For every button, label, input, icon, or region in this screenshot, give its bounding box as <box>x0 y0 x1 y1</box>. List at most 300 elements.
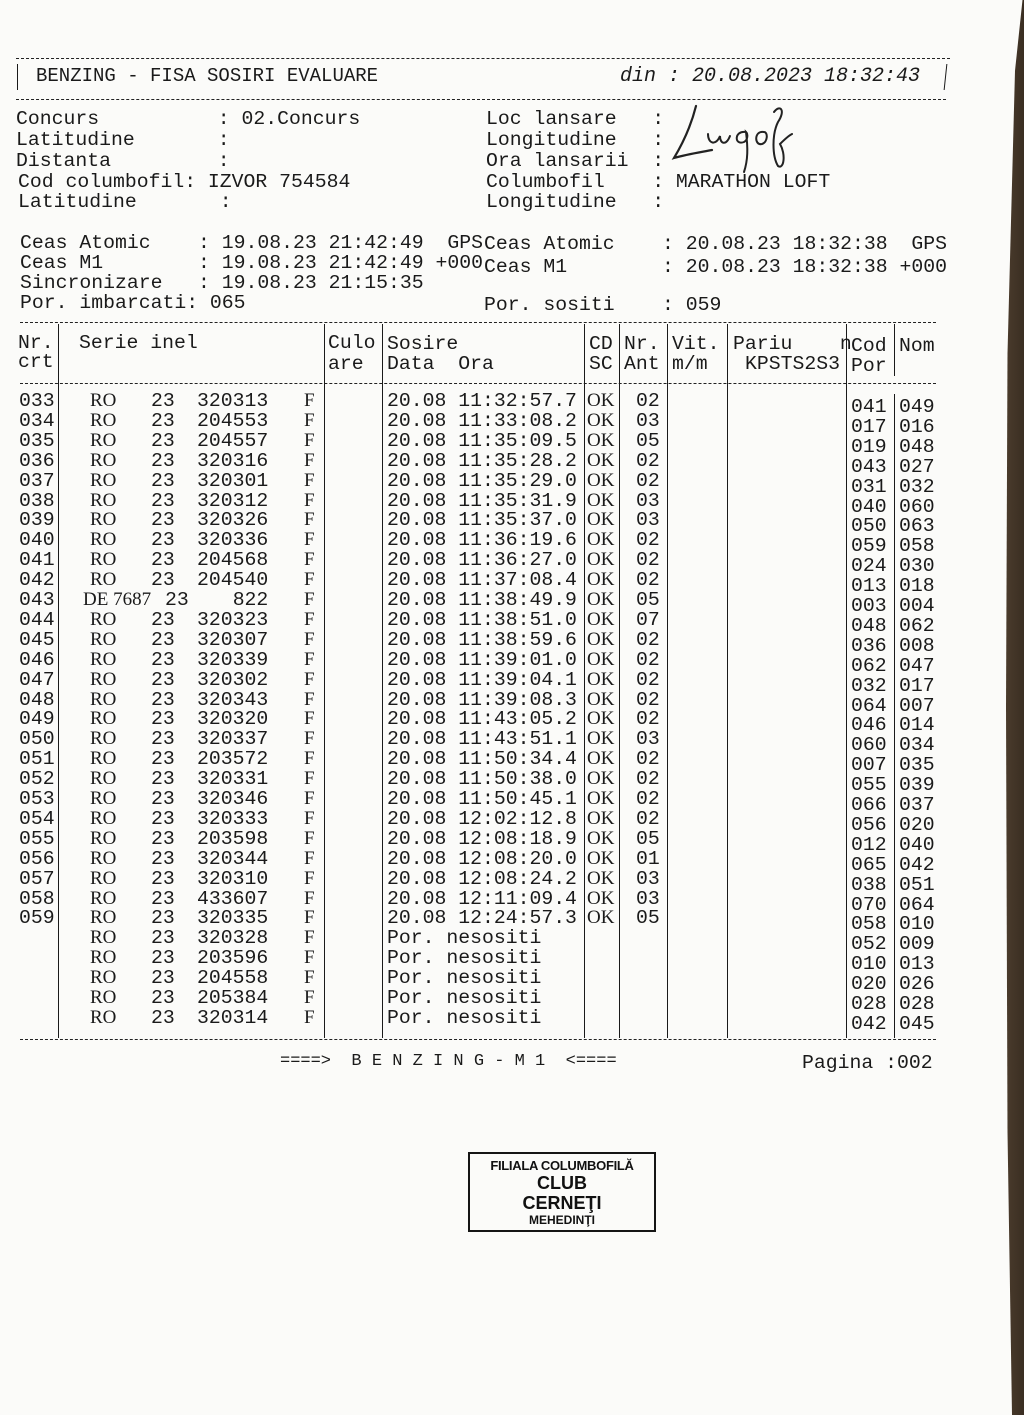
header-left-border <box>17 64 18 90</box>
cell-status: OK <box>587 887 615 909</box>
cell-nr-ant: 02 <box>636 469 660 492</box>
cell-arrival: 20.08 11:38:59.6 <box>387 628 577 651</box>
cell-ring-number: 320335 <box>197 907 269 930</box>
cell-nr: 041 <box>19 549 55 572</box>
cell-status: OK <box>587 867 615 889</box>
cell-sex: F <box>304 648 315 670</box>
cell-ring-number: 204568 <box>197 549 269 572</box>
cell-year: 23 <box>151 608 175 631</box>
cell-country: RO <box>90 728 117 750</box>
col-sep <box>382 324 383 1038</box>
cell-year: 23 <box>151 827 175 850</box>
cell-cod-por: 010 <box>851 953 887 976</box>
cell-ring-number: 205384 <box>197 987 269 1009</box>
cell-ring-number: 320333 <box>197 807 269 830</box>
clock-row <box>484 234 947 254</box>
cell-cod-por: 065 <box>851 853 887 876</box>
cell-cod-por: 056 <box>851 813 887 836</box>
cell-nom: 018 <box>899 575 935 598</box>
cell-ring-number: 203598 <box>197 827 269 850</box>
cell-nom: 040 <box>899 833 935 856</box>
cell-ring-number: 203596 <box>197 947 269 970</box>
cell-status: OK <box>587 549 615 571</box>
cell-nom: 045 <box>899 1012 935 1035</box>
cell-ring-number: 433607 <box>197 887 269 910</box>
cell-cod-por: 043 <box>851 455 887 478</box>
cell-nr-ant: 02 <box>636 768 660 791</box>
cell-nr-ant: 02 <box>636 807 660 830</box>
col-sep <box>58 324 59 1038</box>
cell-nom: 016 <box>899 415 935 438</box>
col-header-cdsc: SC <box>589 353 613 375</box>
cell-nr-ant: 02 <box>636 748 660 771</box>
col-header-viteza: m/m <box>672 353 708 375</box>
cell-cod-por: 050 <box>851 515 887 538</box>
cell-year: 23 <box>151 469 175 492</box>
col-sep <box>324 324 325 1038</box>
stamp-line: FILIALA COLUMBOFILĂ <box>490 1158 634 1173</box>
cell-nr-ant: 02 <box>636 449 660 472</box>
cell-country: RO <box>90 1006 117 1028</box>
cell-status: OK <box>587 608 615 630</box>
col-sep <box>584 324 585 1038</box>
cell-year: 23 <box>151 947 175 970</box>
cell-sex: F <box>304 569 315 591</box>
cell-sex: F <box>304 489 315 511</box>
cell-nr-ant: 03 <box>636 409 660 432</box>
cell-cod-por: 036 <box>851 634 887 657</box>
cell-nr: 036 <box>19 449 55 472</box>
cell-nom: 007 <box>899 694 935 717</box>
cell-sex: F <box>304 927 315 949</box>
cell-status: OK <box>587 489 615 511</box>
cell-status: OK <box>587 628 615 650</box>
cell-country: RO <box>90 708 117 730</box>
clock-row <box>484 257 947 277</box>
info-row <box>16 130 230 150</box>
cell-nr: 046 <box>19 648 55 671</box>
col-sep <box>894 324 895 376</box>
cell-arrival: Por. nesositi <box>387 927 542 950</box>
cell-status: OK <box>587 768 615 790</box>
cell-arrival: 20.08 11:35:28.2 <box>387 449 577 472</box>
cell-year: 23 <box>151 748 175 771</box>
cell-ring-number: 320331 <box>197 768 269 791</box>
cell-nr: 044 <box>19 608 55 631</box>
clock-row <box>20 253 483 273</box>
cell-nom: 026 <box>899 973 935 996</box>
cell-nr-ant: 07 <box>636 608 660 631</box>
cell-arrival: 20.08 11:35:29.0 <box>387 469 577 492</box>
cell-country: RO <box>90 688 117 710</box>
cell-country: RO <box>90 967 117 989</box>
header-top-border <box>16 58 950 59</box>
cell-year: 23 <box>151 728 175 751</box>
cell-arrival: 20.08 12:02:12.8 <box>387 807 577 830</box>
info-row <box>18 192 232 212</box>
cell-year: 23 <box>151 409 175 432</box>
cell-nom: 042 <box>899 853 935 876</box>
cell-cod-por: 060 <box>851 734 887 757</box>
cell-ring-number: 320310 <box>197 867 269 890</box>
col-header-cod: Cod <box>851 335 887 357</box>
cell-cod-por: 042 <box>851 1012 887 1035</box>
cell-arrival: 20.08 12:08:24.2 <box>387 867 577 890</box>
cell-sex: F <box>304 847 315 869</box>
cell-status: OK <box>587 469 615 491</box>
cell-country: DE 7687 <box>83 589 152 610</box>
cell-arrival: 20.08 11:32:57.7 <box>387 390 577 412</box>
cell-nom: 032 <box>899 475 935 498</box>
cell-arrival: 20.08 11:43:05.2 <box>387 708 577 731</box>
info-label: Concurs : <box>16 108 230 130</box>
col-header-cod: Por <box>851 355 887 377</box>
cell-nr-ant: 02 <box>636 569 660 592</box>
cell-arrival: 20.08 11:33:08.2 <box>387 409 577 432</box>
cell-arrival: 20.08 11:37:08.4 <box>387 569 577 592</box>
cell-status: OK <box>587 708 615 730</box>
cell-country: RO <box>90 987 117 1008</box>
cell-country: RO <box>90 529 117 551</box>
cell-nr: 040 <box>19 529 55 552</box>
cell-cod-por: 059 <box>851 535 887 558</box>
cell-cod-por: 031 <box>851 475 887 498</box>
cell-nom: 047 <box>899 654 935 677</box>
cell-cod-por: 012 <box>851 833 887 856</box>
cell-ring-number: 320320 <box>197 708 269 731</box>
info-label: Loc lansare : <box>486 108 665 130</box>
cell-nom: 035 <box>899 754 935 777</box>
cell-sex: F <box>304 807 315 829</box>
clock-row <box>20 293 246 313</box>
cell-year: 23 <box>151 987 175 1009</box>
cell-nr: 054 <box>19 807 55 830</box>
clock-row <box>20 273 424 293</box>
cell-year: 23 <box>151 628 175 651</box>
cell-nr: 052 <box>19 768 55 791</box>
cell-nr-ant: 03 <box>636 867 660 890</box>
cell-nr: 047 <box>19 668 55 691</box>
cell-year: 23 <box>151 529 175 552</box>
cell-year: 23 <box>151 688 175 711</box>
clock-label: Por. sositi : <box>484 294 674 316</box>
cell-ring-number: 204557 <box>197 429 269 452</box>
col-header-nr: crt <box>18 351 54 373</box>
cell-nr: 043 <box>19 589 55 611</box>
cell-status: OK <box>587 390 615 411</box>
cell-sex: F <box>304 449 315 471</box>
cell-year: 23 <box>151 549 175 572</box>
club-stamp <box>468 1152 656 1232</box>
cell-nr-ant: 02 <box>636 708 660 731</box>
cell-nr-ant: 05 <box>636 589 660 611</box>
cell-country: RO <box>90 947 117 969</box>
cell-country: RO <box>90 608 117 630</box>
cell-nr-ant: 02 <box>636 788 660 810</box>
cell-nr-ant: 02 <box>636 529 660 552</box>
clock-label: Sincronizare : <box>20 272 210 294</box>
cell-nr: 049 <box>19 708 55 731</box>
document-date: din : 20.08.2023 18:32:43 <box>620 65 921 88</box>
cell-nr: 042 <box>19 569 55 592</box>
cell-year: 23 <box>151 708 175 731</box>
cell-status: OK <box>587 648 615 670</box>
cell-nom: 028 <box>899 993 935 1015</box>
info-label: Columbofil : <box>486 171 665 193</box>
cell-cod-por: 062 <box>851 654 887 677</box>
info-row <box>486 109 664 129</box>
cell-sex: F <box>304 469 315 491</box>
cell-arrival: Por. nesositi <box>387 947 542 970</box>
info-row <box>16 151 230 171</box>
cell-arrival: Por. nesositi <box>387 1006 542 1029</box>
cell-cod-por: 032 <box>851 674 887 697</box>
cell-status: OK <box>587 728 615 750</box>
cell-sex: F <box>304 688 315 710</box>
cell-country: RO <box>90 390 117 411</box>
col-sep <box>727 324 728 1038</box>
cell-status: OK <box>587 569 615 591</box>
cell-arrival: 20.08 12:24:57.3 <box>387 907 577 930</box>
col-header-cdsc: CD <box>589 333 613 355</box>
cell-nr-ant: 03 <box>636 728 660 751</box>
cell-status: OK <box>587 907 615 929</box>
cell-cod-por: 007 <box>851 754 887 777</box>
col-header-nr-ant: Ant <box>624 353 660 375</box>
col-header-pariu: KPSTS2S3 <box>745 353 840 375</box>
cell-year: 23 <box>151 668 175 691</box>
cell-ring-number: 320312 <box>197 489 269 512</box>
cell-ring-number: 320328 <box>197 927 269 950</box>
cell-nom: 049 <box>899 396 935 418</box>
cell-cod-por: 041 <box>851 396 887 418</box>
cell-year: 23 <box>151 569 175 592</box>
cell-nr-ant: 03 <box>636 887 660 910</box>
info-label: Longitudine : <box>486 129 665 151</box>
cell-status: OK <box>587 788 615 809</box>
cell-year: 23 <box>151 449 175 472</box>
info-row <box>486 192 664 212</box>
cell-cod-por: 066 <box>851 794 887 816</box>
cell-nr: 056 <box>19 847 55 870</box>
cell-sex: F <box>304 509 315 531</box>
cell-nom: 004 <box>899 595 935 617</box>
clock-value: 059 <box>673 294 722 316</box>
stamp-line: MEHEDINŢI <box>529 1213 595 1227</box>
cell-country: RO <box>90 788 117 809</box>
cell-nr-ant: 02 <box>636 668 660 691</box>
cell-ring-number: 320307 <box>197 628 269 651</box>
cell-status: OK <box>587 509 615 531</box>
cell-nom: 020 <box>899 813 935 836</box>
cell-country: RO <box>90 628 117 650</box>
cell-sex: F <box>304 549 315 571</box>
cell-nr-ant: 05 <box>636 907 660 930</box>
cell-nr: 039 <box>19 509 55 532</box>
col-sep <box>846 324 847 1038</box>
cell-ring-number: 320314 <box>197 1006 269 1029</box>
cell-nr: 038 <box>19 489 55 512</box>
clock-label: Por. imbarcati: <box>20 292 199 314</box>
cell-nr: 034 <box>19 409 55 432</box>
clock-label: Ceas M1 : <box>484 256 674 278</box>
cell-ring-number: 320313 <box>197 390 269 412</box>
info-value: MARATHON LOFT <box>664 171 831 193</box>
cell-cod-por: 038 <box>851 873 887 896</box>
cell-nr: 037 <box>19 469 55 492</box>
cell-nr-ant: 05 <box>636 827 660 850</box>
clock-value: 19.08.23 21:42:49 +000 <box>209 252 483 274</box>
cell-country: RO <box>90 887 117 909</box>
header-right-border <box>944 64 948 90</box>
cell-arrival: Por. nesositi <box>387 987 542 1009</box>
cell-nom: 037 <box>899 794 935 816</box>
cell-cod-por: 019 <box>851 435 887 458</box>
clock-value: 20.08.23 18:32:38 GPS <box>673 233 947 255</box>
cell-nom: 048 <box>899 435 935 458</box>
stamp-line: CERNEŢI <box>522 1193 602 1213</box>
clock-value: 19.08.23 21:42:49 GPS <box>209 232 483 254</box>
clock-value: 20.08.23 18:32:38 +000 <box>673 256 947 278</box>
handwritten-signature <box>668 100 798 180</box>
cell-ring-number: 320343 <box>197 688 269 711</box>
footer-banner: ====> B E N Z I N G - M 1 <==== <box>280 1052 617 1071</box>
cell-cod-por: 046 <box>851 714 887 737</box>
cell-arrival: 20.08 11:35:31.9 <box>387 489 577 512</box>
cell-nom: 034 <box>899 734 935 757</box>
cell-cod-por: 052 <box>851 933 887 956</box>
cell-arrival: 20.08 11:50:34.4 <box>387 748 577 771</box>
info-value: 02.Concurs <box>229 108 361 130</box>
clock-value: 19.08.23 21:15:35 <box>209 272 424 294</box>
cell-nom: 010 <box>899 913 935 936</box>
cell-arrival: 20.08 11:36:19.6 <box>387 529 577 552</box>
cell-arrival: 20.08 11:39:04.1 <box>387 668 577 691</box>
cell-ring-number: 320346 <box>197 788 269 810</box>
cell-sex: F <box>304 429 315 451</box>
cell-sex: F <box>304 947 315 969</box>
cell-nr-ant: 02 <box>636 628 660 651</box>
cell-arrival: 20.08 11:39:08.3 <box>387 688 577 711</box>
cell-ring-number: 320337 <box>197 728 269 751</box>
cell-sex: F <box>304 409 315 431</box>
cell-nr-ant: 02 <box>636 549 660 572</box>
col-sep <box>619 324 620 1038</box>
cell-country: RO <box>90 827 117 849</box>
cell-status: OK <box>587 688 615 710</box>
cell-sex: F <box>304 1006 315 1028</box>
cell-year: 23 <box>151 489 175 512</box>
cell-year: 23 <box>151 768 175 791</box>
cell-nr: 048 <box>19 688 55 711</box>
cell-nr: 055 <box>19 827 55 850</box>
cell-nom: 008 <box>899 634 935 657</box>
background-surface <box>994 0 1024 1415</box>
clock-label: Ceas Atomic : <box>484 233 674 255</box>
cell-nom: 014 <box>899 714 935 737</box>
cell-year: 23 <box>151 788 175 810</box>
header-bottom-border <box>16 99 946 100</box>
cell-arrival: Por. nesositi <box>387 967 542 990</box>
cell-year: 23 <box>151 390 175 412</box>
cell-nom: 063 <box>899 515 935 538</box>
clock-value: 065 <box>198 292 246 314</box>
page-number: Pagina :002 <box>802 1052 933 1074</box>
cell-country: RO <box>90 927 117 949</box>
col-sep <box>667 324 668 1038</box>
cell-nr-ant: 03 <box>636 509 660 532</box>
cell-country: RO <box>90 489 117 511</box>
cell-sex: F <box>304 728 315 750</box>
info-value: IZVOR 754584 <box>196 171 351 193</box>
cell-nr-ant: 05 <box>636 429 660 452</box>
cell-sex: F <box>304 748 315 770</box>
cell-country: RO <box>90 907 117 929</box>
cell-status: OK <box>587 807 615 829</box>
col-header-sosire: Data Ora <box>387 353 494 375</box>
cell-sex: F <box>304 390 315 411</box>
cell-nom: 060 <box>899 495 935 518</box>
cell-ring-number: 320302 <box>197 668 269 691</box>
cell-nr-ant: 01 <box>636 847 660 870</box>
cell-year: 23 <box>151 1006 175 1029</box>
info-row <box>16 109 360 129</box>
cell-nr-ant: 02 <box>636 688 660 711</box>
cell-year: 23 <box>151 907 175 930</box>
cell-cod-por: 020 <box>851 973 887 996</box>
cell-country: RO <box>90 569 117 591</box>
cell-cod-por: 003 <box>851 595 887 617</box>
info-row <box>486 130 664 150</box>
cell-status: OK <box>587 748 615 770</box>
cell-ring-number: 320323 <box>197 608 269 631</box>
cell-country: RO <box>90 748 117 770</box>
cell-arrival: 20.08 11:50:38.0 <box>387 768 577 791</box>
cell-status: OK <box>587 847 615 869</box>
col-header-nr-ant: Nr. <box>624 333 660 355</box>
cell-status: OK <box>587 827 615 849</box>
info-row <box>18 172 350 192</box>
cell-sex: F <box>304 967 315 989</box>
cell-sex: F <box>304 907 315 929</box>
cell-country: RO <box>90 449 117 471</box>
col-header-nom: Nom <box>899 335 935 357</box>
col-header-viteza: Vit. <box>672 333 720 355</box>
clock-row <box>20 233 483 253</box>
table-top-border <box>20 322 936 323</box>
cell-status: OK <box>587 589 615 610</box>
cell-arrival: 20.08 12:08:20.0 <box>387 847 577 870</box>
cell-arrival: 20.08 12:08:18.9 <box>387 827 577 850</box>
cell-nr: 058 <box>19 887 55 910</box>
cell-year: 23 <box>151 927 175 950</box>
cell-status: OK <box>587 529 615 551</box>
col-header-culoare: are <box>328 353 364 375</box>
cell-nr: 033 <box>19 390 55 412</box>
col-header-sosire: Sosire <box>387 333 459 355</box>
cell-status: OK <box>587 668 615 690</box>
cell-cod-por: 024 <box>851 555 887 578</box>
cell-arrival: 20.08 11:50:45.1 <box>387 788 577 810</box>
cell-nr-ant: 02 <box>636 390 660 412</box>
cell-cod-por: 040 <box>851 495 887 518</box>
cell-year: 23 <box>151 509 175 532</box>
cell-ring-number: 204553 <box>197 409 269 432</box>
cell-cod-por: 070 <box>851 893 887 916</box>
table-header-border <box>20 383 936 384</box>
cell-nom: 009 <box>899 933 935 956</box>
cell-ring-number: 320344 <box>197 847 269 870</box>
